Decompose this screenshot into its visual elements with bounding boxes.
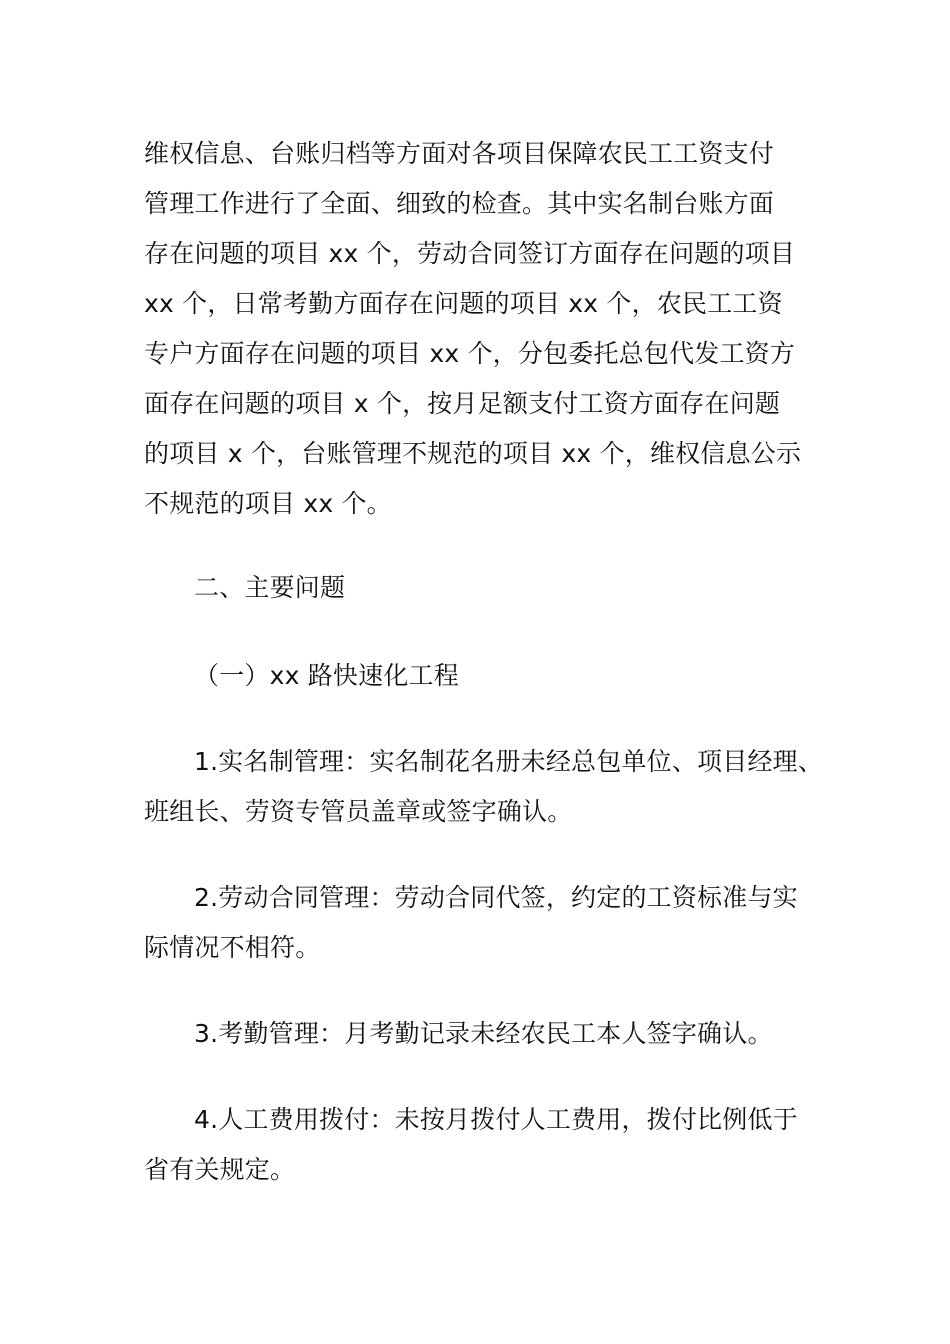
paragraph-line: 的项目 x 个，台账管理不规范的项目 xx 个，维权信息公示	[144, 439, 802, 468]
paragraph-line: 存在问题的项目 xx 个，劳动合同签订方面存在问题的项目	[144, 239, 796, 268]
issue-item-real-name	[144, 737, 824, 837]
issue-item-labor-contract	[144, 873, 824, 973]
inspection-summary-paragraph	[144, 129, 824, 529]
issue-item-attendance	[144, 1009, 824, 1059]
paragraph-line: 管理工作进行了全面、细致的检查。其中实名制台账方面	[144, 189, 775, 218]
paragraph-line: 专户方面存在问题的项目 xx 个，分包委托总包代发工资方	[144, 339, 796, 368]
section-heading: 二、主要问题	[194, 573, 346, 602]
paragraph-line: 面存在问题的项目 x 个，按月足额支付工资方面存在问题	[144, 389, 781, 418]
issue-line: 际情况不相符。	[144, 933, 321, 962]
issue-line: 3.考勤管理：月考勤记录未经农民工本人签字确认。	[194, 1019, 773, 1048]
paragraph-line: 不规范的项目 xx 个。	[144, 489, 392, 518]
document-body	[144, 129, 824, 1195]
issue-line: 班组长、劳资专管员盖章或签字确认。	[144, 797, 573, 826]
issue-item-labor-cost	[144, 1095, 824, 1195]
subsection-heading: （一）xx 路快速化工程	[194, 661, 459, 690]
issue-line: 4.人工费用拨付：未按月拨付人工费用，拨付比例低于	[194, 1105, 798, 1134]
issue-line: 1.实名制管理：实名制花名册未经总包单位、项目经理、	[194, 747, 824, 776]
issue-line: 2.劳动合同管理：劳动合同代签，约定的工资标准与实	[194, 883, 798, 912]
paragraph-line: xx 个，日常考勤方面存在问题的项目 xx 个，农民工工资	[144, 289, 783, 318]
issue-line: 省有关规定。	[144, 1155, 296, 1184]
paragraph-line: 维权信息、台账归档等方面对各项目保障农民工工资支付	[144, 139, 775, 168]
